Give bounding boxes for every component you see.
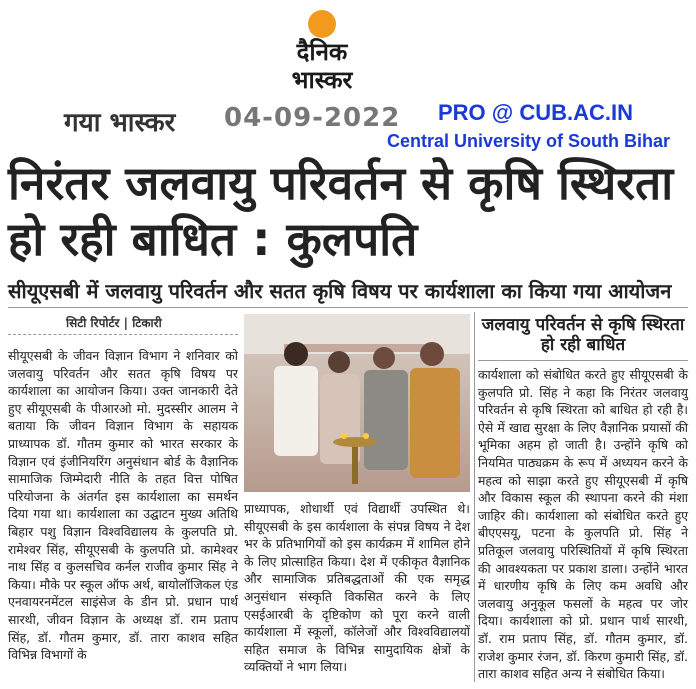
divider: [8, 307, 688, 308]
logo-text-line2: भास्कर: [291, 66, 353, 94]
edition-name: गया भास्कर: [64, 108, 176, 138]
divider: [478, 360, 688, 361]
lamp-lighting-photo: [244, 314, 470, 492]
byline: सिटी रिपोर्टर | टिकारी: [66, 316, 162, 330]
article-column-1: सीयूएसबी के जीवन विज्ञान विभाग ने शनिवार को जलवायु परिवर्तन और सतत कृषि विषय पर कार्यशाला का आयोजन किया। उक्त जानकारी देते हुए सीयूएसबी के पीआरओ मो. मुदस्सीर आलम ने बताया कि जीवन विज्ञान विभाग के सहायक प्राध्यापक डॉ. गौतम कुमार को भारत सरकार के विज्ञान एवं इंजीनियरिंग अनुसंधान बोर्ड के वैज्ञानिक सामाजिक जिम्मेदारी नीति के तहत वित्त पोषित परियोजना के अंतर्गत इस कार्यशाला का समर्थन दिया गया था। कार्यशाला का उद्घाटन मुख्य अतिथि बिहार पशु विज्ञान विश्वविद्यालय के कुलपति प्रो. रामेश्वर सिंह, सीयूएसबी के कुलपति प्रो. कामेश्वर नाथ सिंह व कुलसचिव कर्नल राजीव कुमार सिंह ने किया। मौके पर स्कूल ऑफ अर्थ, बायोलॉजिकल एंड एनवायरनमेंटल साइंसेज के डीन प्रो. प्रधान पार्थ सारथी, जीवन विज्ञान के अध्यक्ष डॉ. राम प्रताप सिंह, डॉ. गौतम कुमार, डॉ. तारा काशव सहित विभिन्न विभागों के: [8, 348, 239, 663]
event-photo: [244, 314, 470, 492]
article-headline: निरंतर जलवायु परिवर्तन से कृषि स्थिरता हो रही बाधित : कुलपति: [8, 156, 674, 266]
dainik-bhaskar-logo: [272, 8, 372, 100]
sun-logo-icon: [308, 10, 336, 38]
publication-date: 04-09-2022: [224, 103, 401, 133]
article-column-2: प्राध्यापक, शोधार्थी एवं विद्यार्थी उपस्थित थे। सीयूएसबी के इस कार्यशाला के संपन्न विषय ने देश भर के प्रतिभागियों को इस कार्यक्रम में शामिल होने के लिए प्रोत्साहित किया। देश में एकीकृत वैज्ञानिक और सामाजिक प्रतिबद्धताओं की एक समृद्ध अनुसंधान संस्कृति विकसित करने के लिए एसईआरबी के दृष्टिकोण को पूरा करने वाली कार्यशाला में स्कूलों, कॉलेजों और विश्वविद्यालयों सहित समाज के विभिन्न सामुदायिक क्षेत्रों के व्यक्तियों ने भाग लिया।: [244, 501, 470, 675]
article-column-3: कार्यशाला को संबोधित करते हुए सीयूएसबी के कुलपति प्रो. सिंह ने कहा कि निरंतर जलवायु परिवर्तन से कृषि स्थिरता को बाधित हो रही है। ऐसे में खाद्य सुरक्षा के लिए वैज्ञानिक प्रयासों की भूमिका अहम हो जाती है। उन्होंने कृषि को नियमित पाठ्यक्रम के रूप में अध्ययन करने के महत्व को साझा करते हुए सीयूएसबी में कृषि और विकास स्कूल की स्थापना करने की मंशा जाहिर की। कार्यशाला को संबोधित करते हुए बीएएसयू, पटना के कुलपति प्रो. सिंह ने प्रतिकूल जलवायु परिस्थितियों में कृषि स्थिरता की आवश्यकता पर प्रकाश डाला। उन्होंने भारत में धारणीय कृषि के लिए कम अवधि और जलवायु अनुकूल फसलों के महत्व पर जोर दिया। कार्यशाला को प्रो. प्रधान पार्थ सारथी, डॉ. राम प्रताप सिंह, डॉ. गौतम कुमार, डॉ. राजेश कुमार रंजन, डॉ. किरण कुमारी सिंह, डॉ. तारा काशव सहित अन्य ने संबोधित किया।: [478, 367, 688, 682]
divider: [8, 334, 238, 336]
pro-overlay-text: PRO @ CUB.AC.IN: [438, 100, 634, 125]
logo-text-line1: दैनिक: [296, 38, 348, 66]
divider: [474, 312, 475, 682]
side-headline: जलवायु परिवर्तन से कृषि स्थिरता हो रही बाधित: [481, 315, 685, 355]
university-overlay-text: Central University of South Bihar: [387, 131, 671, 151]
article-subheadline: सीयूएसबी में जलवायु परिवर्तन और सतत कृषि विषय पर कार्यशाला का किया गया आयोजन: [8, 279, 672, 303]
